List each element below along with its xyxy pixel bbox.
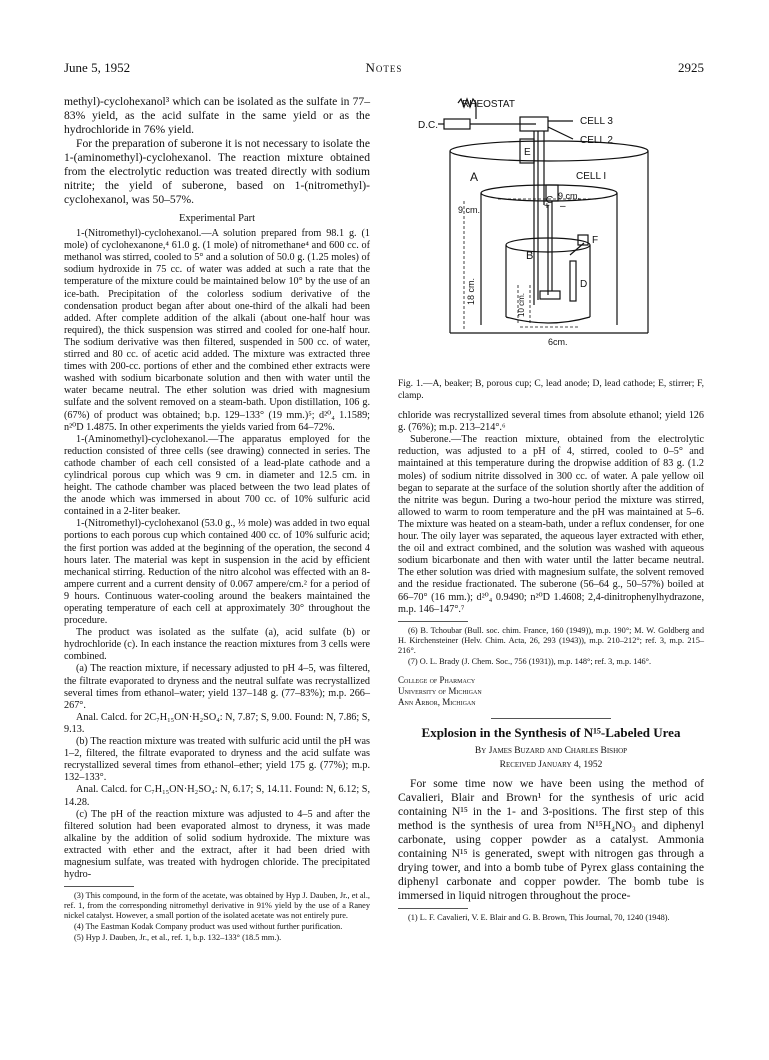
dim-6cm: 6cm.	[548, 337, 568, 347]
paragraph: methyl)-cyclohexanol³ which can be isolated as the sulfate in 77–83% yield, as the acid sulfate in the same yield or as the hydrochloride in 76% yield.	[64, 95, 370, 136]
label-c: C	[546, 195, 554, 206]
byline: By James Buzard and Charles Bishop	[474, 745, 628, 756]
footnote: (3) This compound, in the form of the acetate, was obtained by Hyp J. Dauben, Jr., et al., ref. 1, from the corresponding nitromethyl derivative in 91% yield by the use of a Raney nickel catalyst. However, a small portion of the isolated acetate was not entirely pure.	[64, 891, 370, 921]
footnote-rule	[398, 908, 468, 909]
footnotes	[398, 626, 704, 667]
label-minus: –	[560, 201, 566, 212]
footnotes	[398, 913, 704, 923]
page-header	[64, 60, 704, 80]
footnote: (5) Hyp J. Dauben, Jr., et al., ref. 1, b.p. 132–133° (18.5 mm.).	[74, 933, 282, 943]
figure-caption: Fig. 1.—A, beaker; B, porous cup; C, lead anode; D, lead cathode; E, stirrer; F, clamp.	[398, 379, 704, 402]
footnotes	[64, 891, 370, 943]
affiliation-line: Ann Arbor, Michigan	[398, 696, 476, 707]
apparatus-figure	[398, 95, 704, 370]
header-section: Notes	[365, 60, 403, 75]
rheostat-label: RHEOSTAT	[462, 99, 515, 110]
label-a: A	[470, 170, 479, 184]
paragraph: For some time now we have been using the method of Cavalieri, Blair and Brown¹ for the synthesis of uric acid containing N¹⁵ in the 1- and 3-positions. The first step of this method is the synthesis of urea from N¹⁵H₄NO₃ and diphenyl carbonate, using copper powder as a catalyst. Ammonia containing N¹⁵ is generated, swept with nitrogen gas through a drying tower, and into a bomb tube of Pyrex glass containing the diphenyl carbonate and copper powder. The bomb tube is immersed in liquid nitrogen throughout the proce-	[398, 776, 704, 902]
article-title: Explosion in the Synthesis of N¹⁵-Labeled Urea	[421, 724, 681, 740]
footnote: (6) B. Tchoubar (Bull. soc. chim. France, 160 (1949)), m.p. 190°; M. W. Goldberg and H. Kirchensteiner (Helv. Chim. Acta, 26, 293 (1943)), m.p. 210–212°; ref. 3, m.p. 215–216°.	[398, 625, 704, 655]
paragraph: 1-(Nitromethyl)-cyclohexanol (53.0 g., ⅓ mole) was added in two equal portions to each porous cup which contained 400 cc. of 10% sulfuric acid; the first portion was added at the beginning of the operation, the second 4 hours later. The material was kept in suspension in the acid by efficient mechanical stirring. Reduction of the nitro alcohol was effected with an 8-ampere current and a current density of 0.067 ampere/cm.² for a period of 9 hours. Continuous water-cooling around the beakers maintained the operating temperature of each cell at approximately 30° throughout the procedure.	[64, 518, 370, 627]
label-b: B	[526, 250, 534, 262]
paragraph: The product was isolated as the sulfate (a), acid sulfate (b) or hydrochloride (c). In each instance the reaction mixtures from 3 cells were combined.	[64, 627, 370, 663]
footnote-rule	[64, 886, 134, 887]
label-e: E	[524, 147, 531, 158]
paragraph: Anal. Calcd. for 2C₇H₁₅ON·H₂SO₄: N, 7.87; S, 9.00. Found: N, 7.86; S, 9.13.	[64, 711, 370, 735]
paragraph: Suberone.—The reaction mixture, obtained from the electrolytic reduction, was adjusted to a pH of 4, stirred, cooled to 0–5° and maintained at this temperature during the dropwise addition of 83 g. (1.2 moles) of sodium nitrite dissolved in 300 cc. of water. A pale yellow oil began to separate at the surface of the solution shortly after the addition of the nitrite was begun. During a two-hour period the mixture was stirred, allowed to warm to room temperature and the pH was maintained at 5–6. The mixture was heated on a steam-bath, under a reflux condenser, for one hour. The oily layer was separated, the aqueous layer extracted with ether, the oil and extract combined, and the solution was washed with aqueous sodium bicarbonate and then with water until the latter became neutral. The ether solution was dried with magnesium sulfate, the solvent removed and the residue fractionated. The suberone (56–64 g., 50–57%) boiled at 66–70° (16 mm.); d²⁰₄ 0.9490; n²⁰D 1.4608; 2,4-dinitrophenylhydrazone, m.p. 146–147°.⁷	[398, 434, 704, 615]
label-plus: +	[544, 201, 550, 212]
paragraph: chloride was recrystallized several times from absolute ethanol; yield 126 g. (76%); m.p. 213–214°.⁶	[398, 410, 704, 434]
dim-9cm-top: 9 cm.	[558, 191, 581, 201]
right-column	[398, 95, 704, 924]
footnote-rule	[398, 621, 468, 622]
footnote: (7) O. L. Brady (J. Chem. Soc., 756 (1931)), m.p. 148°; ref. 3, m.p. 146°.	[408, 656, 652, 666]
left-column	[64, 95, 370, 944]
paragraph: Anal. Calcd. for C₇H₁₅ON·H₂SO₄: N, 6.17; S, 14.11. Found: N, 6.12; S, 14.28.	[64, 784, 370, 808]
dim-18cm: 18 cm.	[466, 277, 476, 305]
label-f: F	[592, 235, 599, 246]
paragraph: (a) The reaction mixture, if necessary adjusted to pH 4–5, was filtered, the filtrate evaporated to dryness and the neutral sulfate was recrystallized several times from ethanol–water; yield 137–148 g. (77–83%); m.p. 266–267°.	[64, 663, 370, 711]
article-separator	[491, 718, 611, 719]
affiliation-line: College of Pharmacy	[398, 674, 476, 685]
footnote: (4) The Eastman Kodak Company product was used without further purification.	[74, 922, 343, 932]
header-date: June 5, 1952	[64, 60, 131, 75]
footnote: (1) L. F. Cavalieri, V. E. Blair and G. B. Brown, This Journal, 70, 1240 (1948).	[408, 912, 670, 922]
dim-10cm: 10 cm.	[517, 292, 526, 317]
paragraph: 1-(Aminomethyl)-cyclohexanol.—The apparatus employed for the reduction consisted of three cells (see drawing) connected in series. The cathode chamber of each cell consisted of a lead-plate cathode and a cylindrical porous cup which was 9 cm. in diameter and 12.5 cm. in height. The cathode chamber was placed between the two lead plates of the anode which was immersed in about 700 cc. of 10% sulfuric acid contained in a 2-liter beaker.	[64, 433, 370, 518]
cell1-label: CELL I	[576, 171, 607, 182]
received-date: Received January 4, 1952	[499, 759, 603, 770]
paragraph: (c) The pH of the reaction mixture was adjusted to 4–5 and after the filtered solution had been evaporated almost to dryness, it was made alkaline by the addition of solid sodium hydroxide. The mixture was extracted with ether and the extract, after it had been dried with magnesium sulfate, was treated with hydrogen chloride. The precipitated hydro-	[64, 808, 370, 881]
cell2-label: CELL 2	[580, 135, 613, 146]
dim-9cm-left: 9 cm.	[458, 205, 481, 215]
paragraph: (b) The reaction mixture was treated with sulfuric acid until the pH was 1–2, filtered, the filtrate evaporated to dryness and the acid sulfate was recrystallized several times from ethanol–ether; yield 175 g. (77%); m.p. 132–133°.	[64, 736, 370, 784]
affiliation-line: University of Michigan	[398, 685, 482, 696]
label-d: D	[580, 279, 588, 290]
cell3-label: CELL 3	[580, 116, 613, 127]
section-title: Experimental Part	[178, 213, 256, 224]
paragraph: For the preparation of suberone it is not necessary to isolate the 1-(aminomethyl)-cyclohexanol. The reaction mixture obtained from the electrolytic reduction was treated directly with sodium nitrite; the yield of suberone, based on 1-(nitromethyl)-cyclohexanol, was 50–57%.	[64, 137, 370, 206]
paragraph: 1-(Nitromethyl)-cyclohexanol.—A solution prepared from 98.1 g. (1 mole) of cyclohexanone,⁴ 61.0 g. (1 mole) of nitromethane⁴ and 600 cc. of methanol was stirred, cooled to 5° and a solution of 50.0 g. (1.25 moles) of sodium hydroxide in 75 cc. of water was added at such a rate that the temperature of the mixture could be maintained below 10° by the use of an ice-bath. Precipitation of the colorless sodium derivative of the condensation product began after about one-third of the alkali had been added. After complete addition of the alkali (about one-half hour was required), the thick suspension was stirred and cooled for one-half hour. The sodium derivative was then filtered, suspended in 500 cc. of water, stirred and 80 cc. of acetic acid added. The mixture was extracted three times with 200-cc. portions of ether and the combined ether extracts were washed with sodium bicarbonate solution and then with water until the water became neutral. The ether solution was dried with magnesium sulfate and the solvent removed on a steam-bath. Upon distillation, 106 g. (67%) of product was obtained; b.p. 129–133° (19 mm.)⁵; d²⁰₄ 1.1589; n²⁰D 1.4875. In other experiments the yields varied from 64–72%.	[64, 228, 370, 433]
affiliation	[398, 675, 704, 708]
dc-label: D.C.	[418, 120, 438, 131]
header-page-number: 2925	[678, 60, 704, 75]
